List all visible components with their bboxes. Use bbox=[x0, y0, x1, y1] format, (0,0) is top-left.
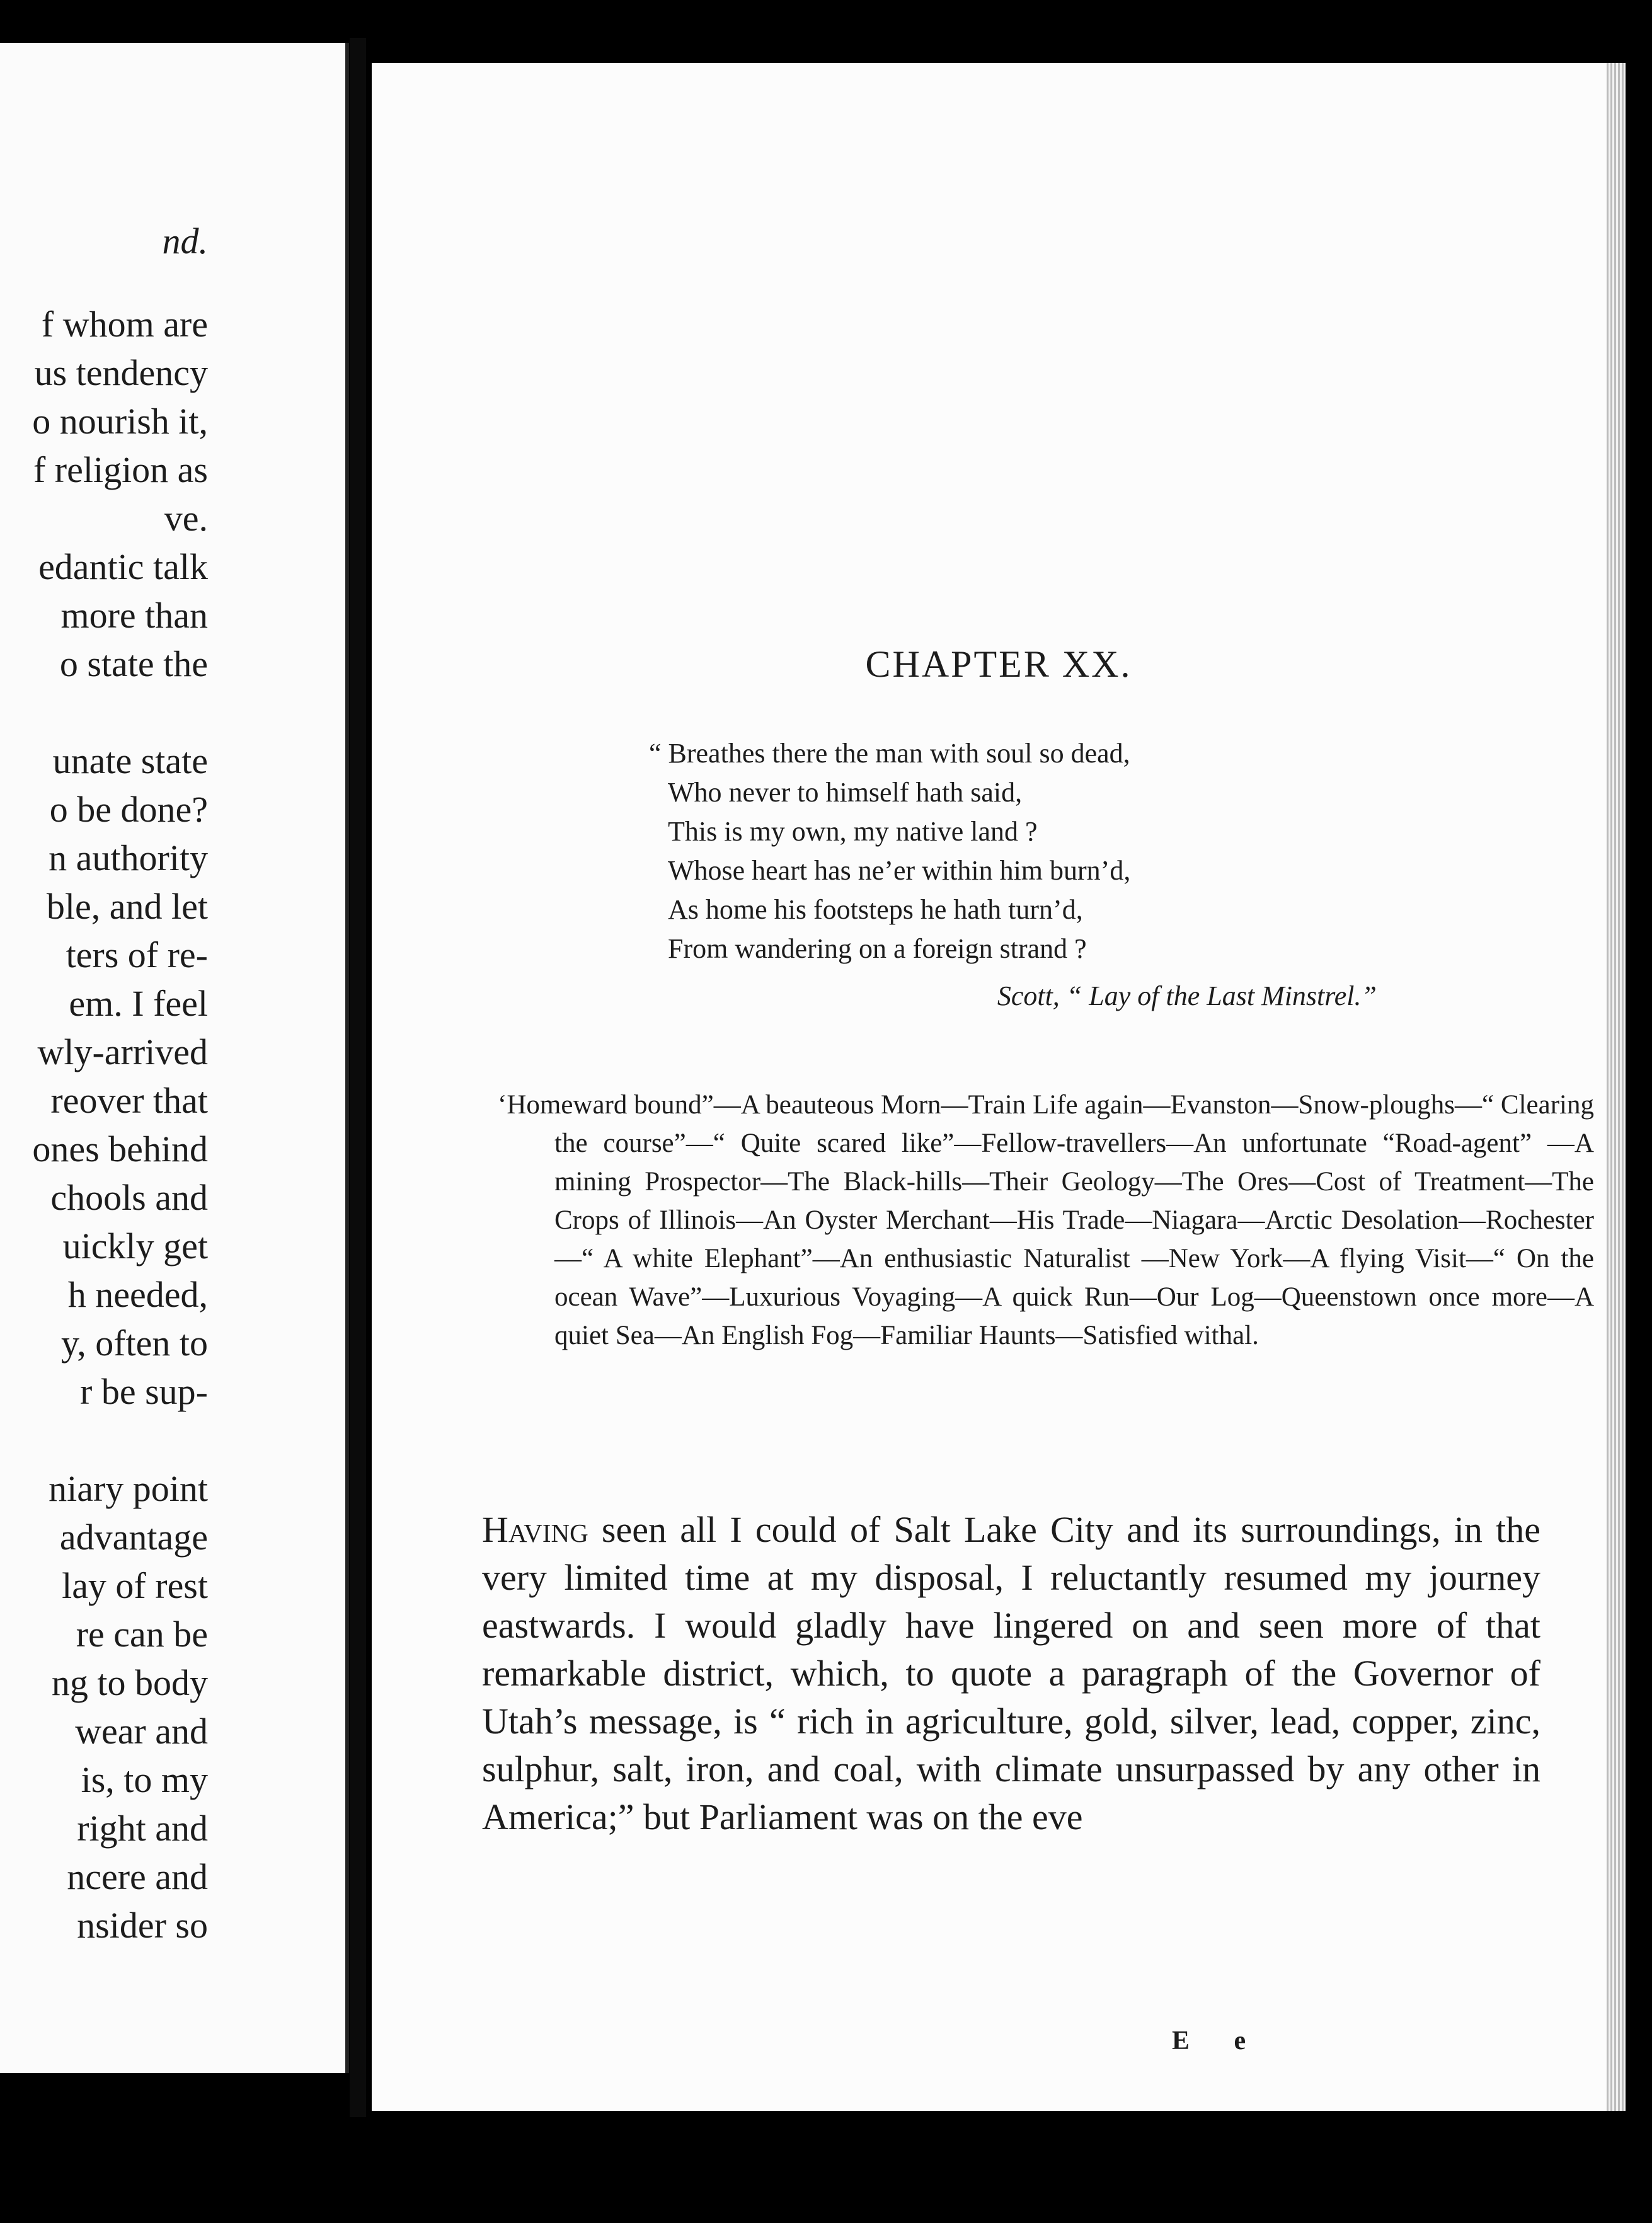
left-page-line: us tendency bbox=[34, 352, 208, 393]
page-edge bbox=[1607, 63, 1626, 2111]
chapter-summary: ‘Homeward bound”—A beauteous Morn—Train Life again—Evanston—Snow-ploughs—“ Clearing the course”—“ Quite scared like”—Fellow-travellers—An unfortunate “Road-agent” —A mining Prospector—The Black-hills—Their Geology—The Ores—Cost of Treatment—The Crops of Illinois—An Oyster Merchant—His Trade—Niagara—Arctic Desolation—Rochester—“ A white Elephant”—An enthusiastic Naturalist —New York—A flying Visit—“ On the ocean Wave”—Luxurious Voyaging—A quick Run—Our Log—Queenstown once more—A quiet Sea—An English Fog—Familiar Haunts—Satisfied withal. bbox=[498, 1090, 1594, 1350]
body-text-rest: seen all I could of Salt Lake City and its surroundings, in the very limited time at my disposal, I reluctantly resumed my journey eastwards. I would gladly have lingered on and seen more of that remarkable district, which, to quote a paragraph of the Governor of Utah’s message, is “ rich in agriculture, gold, silver, lead, copper, zinc, sulphur, salt, iron, and coal, with climate unsurpassed by any other in America;” but Parliament was on the eve bbox=[482, 1509, 1540, 1837]
left-page-line: uickly get bbox=[62, 1226, 208, 1267]
left-page-line: o be done? bbox=[49, 789, 208, 830]
left-page-line: o state the bbox=[59, 643, 208, 684]
left-page-line: ble, and let bbox=[46, 886, 208, 927]
left-page-line: lay of rest bbox=[62, 1565, 208, 1606]
left-page-line: reover that bbox=[50, 1080, 208, 1121]
verse-line: From wandering on a foreign strand ? bbox=[668, 933, 1087, 964]
left-page-line: ncere and bbox=[67, 1856, 208, 1897]
left-page-line: edantic talk bbox=[38, 546, 208, 587]
epigraph-verse bbox=[649, 734, 1130, 968]
verse-line: Whose heart has ne’er within him burn’d, bbox=[668, 855, 1131, 886]
left-page-line: y, often to bbox=[60, 1323, 208, 1364]
left-page bbox=[0, 43, 349, 2073]
left-page-line: is, to my bbox=[81, 1759, 208, 1800]
left-page-line: ng to body bbox=[51, 1662, 208, 1703]
left-page-line: ones behind bbox=[32, 1129, 208, 1169]
left-page-line: ve. bbox=[164, 498, 208, 539]
left-page-line: advantage bbox=[59, 1517, 208, 1558]
verse-line: “ Breathes there the man with soul so dead, bbox=[649, 738, 1130, 769]
left-page-line: wly-arrived bbox=[37, 1031, 208, 1072]
left-page-line: more than bbox=[60, 595, 208, 636]
left-page-line: f whom are bbox=[41, 304, 208, 345]
signature-mark: E e bbox=[1172, 2026, 1265, 2055]
chapter-title: CHAPTER XX. bbox=[865, 643, 1132, 685]
left-page-line: right and bbox=[77, 1808, 208, 1849]
left-page-line: f religion as bbox=[33, 449, 208, 490]
verse-line: This is my own, my native land ? bbox=[668, 816, 1038, 847]
left-page-line: niary point bbox=[49, 1468, 208, 1509]
left-page-line: n authority bbox=[49, 837, 208, 878]
body-first-word: Having bbox=[482, 1509, 588, 1550]
verse-line: Who never to himself hath said, bbox=[668, 777, 1023, 808]
book-gutter bbox=[350, 38, 366, 2117]
left-page-line: ters of re- bbox=[66, 934, 208, 975]
left-page-line: chools and bbox=[50, 1177, 208, 1218]
left-page-line: o nourish it, bbox=[32, 401, 208, 442]
left-page-line: h needed, bbox=[67, 1274, 208, 1315]
left-page-line: re can be bbox=[76, 1614, 208, 1655]
left-page-line: nd. bbox=[162, 221, 208, 261]
verse-line: As home his footsteps he hath turn’d, bbox=[668, 894, 1083, 925]
epigraph-attribution: Scott, “ Lay of the Last Minstrel.” bbox=[997, 980, 1377, 1011]
right-page bbox=[372, 63, 1626, 2111]
left-page-line: em. I feel bbox=[69, 983, 208, 1024]
left-page-line: r be sup- bbox=[80, 1371, 208, 1412]
left-page-line: nsider so bbox=[77, 1905, 208, 1946]
body-paragraph bbox=[482, 1506, 1540, 1841]
left-page-line: unate state bbox=[52, 740, 208, 781]
left-page-line: wear and bbox=[75, 1711, 208, 1752]
